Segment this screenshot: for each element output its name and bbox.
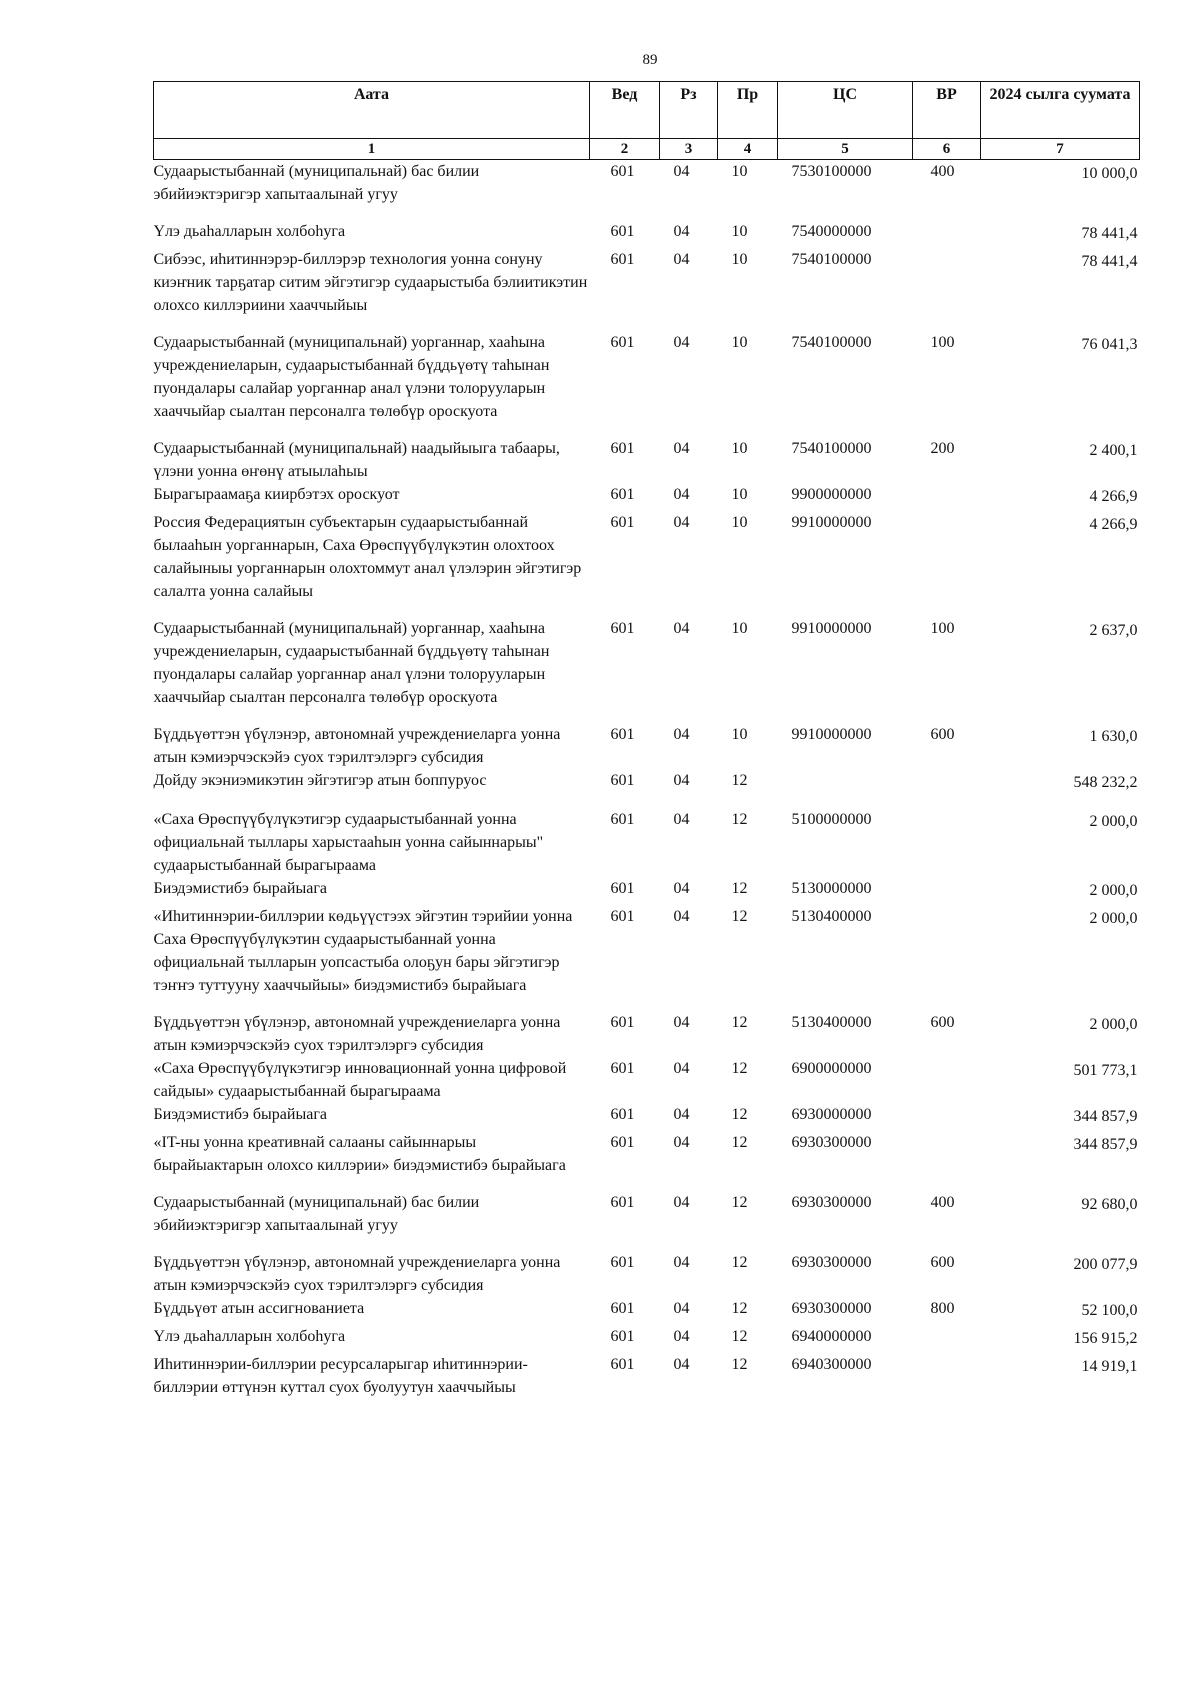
cell-vr bbox=[913, 1353, 981, 1399]
cell-ved: 601 bbox=[610, 772, 635, 789]
cell-rz: 04 bbox=[673, 251, 690, 268]
table-row bbox=[154, 877, 1140, 905]
cell-rz: 04 bbox=[673, 811, 690, 828]
cell-cs: 5130400000 bbox=[791, 1014, 872, 1031]
cell-rz: 04 bbox=[673, 1356, 690, 1373]
cell-ved: 601 bbox=[610, 726, 635, 743]
table-row bbox=[154, 1103, 1140, 1131]
cell-name: Сибээс, иһитиннэрэр-биллэрэр технология уонна сонуну киэҥник тарҕатар ситим эйгэтигэр судаарыстыба бэлиитикэтин олохсо киллэриини хааччыйыы bbox=[153, 251, 588, 314]
table-row bbox=[154, 808, 1140, 877]
cell-name: Биэдэмистибэ бырайыага bbox=[153, 880, 327, 897]
cell-pr: 12 bbox=[731, 772, 748, 789]
table-row bbox=[154, 723, 1140, 769]
cell-cs: 5130000000 bbox=[791, 880, 872, 897]
cell-ved: 601 bbox=[610, 1328, 635, 1345]
cell-rz: 04 bbox=[673, 514, 690, 531]
cell-vr bbox=[913, 1057, 981, 1103]
header-number-row bbox=[154, 139, 1140, 160]
cell-pr: 10 bbox=[731, 514, 748, 531]
cell-cs: 7540100000 bbox=[791, 440, 872, 457]
cell-cs: 6940000000 bbox=[791, 1328, 872, 1345]
cell-rz: 04 bbox=[673, 726, 690, 743]
cell-cs: 6930300000 bbox=[791, 1254, 872, 1271]
cell-vr: 600 bbox=[930, 1254, 955, 1271]
cell-sum: 4 266,9 bbox=[1089, 488, 1138, 505]
cell-sum: 76 041,3 bbox=[1081, 336, 1138, 353]
cell-cs: 6930000000 bbox=[791, 1106, 872, 1123]
cell-sum: 92 680,0 bbox=[1081, 1196, 1138, 1213]
cell-ved: 601 bbox=[610, 908, 635, 925]
page-number: 89 bbox=[642, 52, 658, 68]
cell-vr bbox=[913, 511, 981, 617]
cell-vr bbox=[913, 220, 981, 248]
cell-pr: 10 bbox=[731, 620, 748, 637]
cell-cs: 7530100000 bbox=[791, 163, 872, 180]
table-row bbox=[154, 1131, 1140, 1191]
cell-vr bbox=[913, 248, 981, 331]
cell-pr: 10 bbox=[731, 163, 748, 180]
cell-pr: 10 bbox=[731, 726, 748, 743]
cell-ved: 601 bbox=[610, 486, 635, 503]
cell-cs: 7540100000 bbox=[791, 334, 872, 351]
table-row bbox=[154, 1251, 1140, 1297]
cell-ved: 601 bbox=[610, 811, 635, 828]
cell-vr bbox=[913, 808, 981, 877]
cell-sum: 14 919,1 bbox=[1081, 1358, 1138, 1375]
header-sum: 2024 сылга суумата bbox=[981, 82, 1140, 139]
cell-name: Үлэ дьаһалларын холбоһуга bbox=[153, 1328, 346, 1345]
cell-pr: 12 bbox=[731, 811, 748, 828]
header-cs: ЦС bbox=[778, 82, 913, 139]
cell-sum: 2 000,0 bbox=[1089, 1016, 1138, 1033]
cell-vr bbox=[913, 905, 981, 1011]
cell-vr bbox=[913, 483, 981, 511]
cell-ved: 601 bbox=[610, 1300, 635, 1317]
cell-name: Россия Федерациятын субъектарын судаарыстыбаннай былааһын уорганнарын, Саха Өрөспүүбүлүкэтин олохтоох салайыныы уорганнарын олохтоммут анал үлэлэрин эйгэтигэр салалта уонна салайыы bbox=[153, 514, 582, 600]
cell-ved: 601 bbox=[610, 620, 635, 637]
cell-name: «IT-ны уонна креативнай салааны сайыннарыы бырайыактарын олохсо киллэрии» биэдэмистибэ бырайыага bbox=[153, 1134, 566, 1174]
cell-pr: 10 bbox=[731, 251, 748, 268]
header-pr: Пр bbox=[718, 82, 778, 139]
header-number: 2 bbox=[590, 139, 660, 160]
cell-rz: 04 bbox=[673, 1014, 690, 1031]
cell-rz: 04 bbox=[673, 772, 690, 789]
header-number: 6 bbox=[913, 139, 981, 160]
cell-rz: 04 bbox=[673, 1254, 690, 1271]
cell-cs: 6930300000 bbox=[791, 1300, 872, 1317]
cell-vr bbox=[913, 877, 981, 905]
cell-vr: 400 bbox=[930, 163, 955, 180]
cell-cs: 9910000000 bbox=[791, 620, 872, 637]
cell-pr: 10 bbox=[731, 486, 748, 503]
cell-cs: 7540000000 bbox=[791, 223, 872, 240]
cell-rz: 04 bbox=[673, 440, 690, 457]
cell-pr: 12 bbox=[731, 1300, 748, 1317]
cell-vr: 200 bbox=[930, 440, 955, 457]
table-row bbox=[154, 1297, 1140, 1325]
cell-pr: 12 bbox=[731, 1194, 748, 1211]
cell-sum: 78 441,4 bbox=[1081, 225, 1138, 242]
cell-rz: 04 bbox=[673, 880, 690, 897]
cell-vr bbox=[913, 1131, 981, 1191]
cell-sum: 344 857,9 bbox=[1073, 1108, 1138, 1125]
cell-ved: 601 bbox=[610, 1356, 635, 1373]
header-row bbox=[154, 82, 1140, 139]
cell-name: Үлэ дьаһалларын холбоһуга bbox=[153, 223, 346, 240]
cell-cs: 6930300000 bbox=[791, 1134, 872, 1151]
cell-cs: 6940300000 bbox=[791, 1356, 872, 1373]
cell-pr: 12 bbox=[731, 1060, 748, 1077]
cell-ved: 601 bbox=[610, 1194, 635, 1211]
cell-sum: 548 232,2 bbox=[1073, 774, 1138, 791]
cell-vr: 800 bbox=[930, 1300, 955, 1317]
cell-rz: 04 bbox=[673, 620, 690, 637]
table-row bbox=[154, 1191, 1140, 1251]
cell-ved: 601 bbox=[610, 251, 635, 268]
cell-sum: 2 000,0 bbox=[1089, 813, 1138, 830]
cell-name: Бүддьүөттэн үбүлэнэр, автономнай учреждениеларга уонна атын кэмиэрчэскэйэ суох тэрилтэлэргэ субсидия bbox=[153, 1014, 561, 1054]
cell-cs: 7540100000 bbox=[791, 251, 872, 268]
table-row bbox=[154, 483, 1140, 511]
budget-table-sheet bbox=[153, 81, 1139, 1399]
cell-name: Судаарыстыбаннай (муниципальнай) наадыйыыга табаары, үлэни уонна өҥөнү атыылаһыы bbox=[153, 440, 560, 480]
cell-pr: 12 bbox=[731, 1014, 748, 1031]
cell-ved: 601 bbox=[610, 163, 635, 180]
cell-pr: 10 bbox=[731, 223, 748, 240]
cell-pr: 12 bbox=[731, 1106, 748, 1123]
table-row bbox=[154, 248, 1140, 331]
header-number: 4 bbox=[718, 139, 778, 160]
cell-rz: 04 bbox=[673, 1106, 690, 1123]
cell-pr: 12 bbox=[731, 1254, 748, 1271]
header-number: 5 bbox=[778, 139, 913, 160]
table-row bbox=[154, 1011, 1140, 1057]
header-number: 1 bbox=[154, 139, 590, 160]
cell-cs bbox=[778, 769, 913, 808]
cell-vr: 600 bbox=[930, 726, 955, 743]
cell-vr: 100 bbox=[930, 334, 955, 351]
header-rz: Рз bbox=[660, 82, 718, 139]
cell-pr: 10 bbox=[731, 440, 748, 457]
cell-sum: 2 000,0 bbox=[1089, 910, 1138, 927]
cell-ved: 601 bbox=[610, 223, 635, 240]
table-row bbox=[154, 1057, 1140, 1103]
table-row bbox=[154, 331, 1140, 437]
cell-ved: 601 bbox=[610, 1134, 635, 1151]
cell-sum: 200 077,9 bbox=[1073, 1256, 1138, 1273]
cell-vr bbox=[913, 1103, 981, 1131]
cell-sum: 344 857,9 bbox=[1073, 1136, 1138, 1153]
cell-rz: 04 bbox=[673, 1328, 690, 1345]
header-number: 3 bbox=[660, 139, 718, 160]
cell-cs: 5100000000 bbox=[791, 811, 872, 828]
table-row bbox=[154, 220, 1140, 248]
cell-ved: 601 bbox=[610, 1014, 635, 1031]
cell-sum: 4 266,9 bbox=[1089, 516, 1138, 533]
table-row bbox=[154, 1325, 1140, 1353]
cell-ved: 601 bbox=[610, 1106, 635, 1123]
cell-sum: 156 915,2 bbox=[1073, 1330, 1138, 1347]
cell-name: Судаарыстыбаннай (муниципальнай) уорганнар, хааһына учреждениеларын, судаарыстыбаннай бүддьүөтү таһынан пуондалары салайар уорганнар анал үлэни толорууларын хааччыйар сыалтан персоналга төлөбүр ороскуота bbox=[153, 620, 550, 706]
cell-ved: 601 bbox=[610, 440, 635, 457]
cell-sum: 2 400,1 bbox=[1089, 442, 1138, 459]
cell-name: Судаарыстыбаннай (муниципальнай) уорганнар, хааһына учреждениеларын, судаарыстыбаннай бүддьүөтү таһынан пуондалары салайар уорганнар анал үлэни толорууларын хааччыйар сыалтан персоналга төлөбүр ороскуота bbox=[153, 334, 550, 420]
cell-vr: 600 bbox=[930, 1014, 955, 1031]
cell-name: «Иһитиннэрии-биллэрии көдьүүстээх эйгэтин тэрийии уонна Саха Өрөспүүбүлүкэтин судаарыстыбаннай уонна официальнай тылларын уопсастыба олоҕун бары эйгэтигэр тэҥҥэ туттууну хааччыйыы» биэдэмистибэ бырайыага bbox=[153, 908, 573, 994]
header-vr: ВР bbox=[913, 82, 981, 139]
cell-name: «Саха Өрөспүүбүлүкэтигэр инновационнай уонна цифровой сайдыы» судаарыстыбаннай бырагыраама bbox=[153, 1060, 567, 1100]
table-row bbox=[154, 1353, 1140, 1399]
cell-rz: 04 bbox=[673, 1300, 690, 1317]
cell-cs: 6930300000 bbox=[791, 1194, 872, 1211]
cell-name: Бүддьүөт атын ассигнованиета bbox=[153, 1300, 365, 1317]
cell-name: Биэдэмистибэ бырайыага bbox=[153, 1106, 327, 1123]
table-row bbox=[154, 160, 1140, 221]
cell-sum: 10 000,0 bbox=[1081, 165, 1138, 182]
cell-rz: 04 bbox=[673, 223, 690, 240]
cell-rz: 04 bbox=[673, 486, 690, 503]
cell-ved: 601 bbox=[610, 514, 635, 531]
cell-cs: 9910000000 bbox=[791, 514, 872, 531]
cell-sum: 501 773,1 bbox=[1073, 1062, 1138, 1079]
cell-vr: 100 bbox=[930, 620, 955, 637]
cell-cs: 6900000000 bbox=[791, 1060, 872, 1077]
cell-rz: 04 bbox=[673, 334, 690, 351]
cell-pr: 12 bbox=[731, 1328, 748, 1345]
cell-cs: 9900000000 bbox=[791, 486, 872, 503]
cell-sum: 78 441,4 bbox=[1081, 253, 1138, 270]
cell-cs: 5130400000 bbox=[791, 908, 872, 925]
cell-pr: 12 bbox=[731, 880, 748, 897]
cell-pr: 10 bbox=[731, 334, 748, 351]
cell-vr bbox=[913, 769, 981, 808]
cell-name: Дойду экэниэмикэтин эйгэтигэр атын боппуруос bbox=[153, 772, 487, 789]
header-name: Аата bbox=[154, 82, 590, 139]
table-row bbox=[154, 437, 1140, 483]
cell-name: Бырагыраамаҕа киирбэтэх ороскуот bbox=[153, 486, 400, 503]
cell-rz: 04 bbox=[673, 1060, 690, 1077]
cell-name: Бүддьүөттэн үбүлэнэр, автономнай учреждениеларга уонна атын кэмиэрчэскэйэ суох тэрилтэлэргэ субсидия bbox=[153, 726, 561, 766]
cell-ved: 601 bbox=[610, 880, 635, 897]
cell-ved: 601 bbox=[610, 1060, 635, 1077]
cell-rz: 04 bbox=[673, 908, 690, 925]
header-ved: Вед bbox=[590, 82, 660, 139]
table-row bbox=[154, 769, 1140, 808]
header-number: 7 bbox=[981, 139, 1140, 160]
cell-rz: 04 bbox=[673, 1134, 690, 1151]
cell-name: Судаарыстыбаннай (муниципальнай) бас билии эбийиэктэригэр хапытаалынай угуу bbox=[153, 1194, 480, 1234]
cell-rz: 04 bbox=[673, 1194, 690, 1211]
table-body bbox=[154, 160, 1140, 1400]
cell-name: Судаарыстыбаннай (муниципальнай) бас билии эбийиэктэригэр хапытаалынай угуу bbox=[153, 163, 480, 203]
table-row bbox=[154, 905, 1140, 1011]
cell-name: Иһитиннэрии-биллэрии ресурсаларыгар иһитиннэрии-биллэрии өттүнэн куттал суох буолуутун хааччыйыы bbox=[153, 1356, 528, 1396]
table-row bbox=[154, 617, 1140, 723]
cell-pr: 12 bbox=[731, 1356, 748, 1373]
cell-name: Бүддьүөттэн үбүлэнэр, автономнай учреждениеларга уонна атын кэмиэрчэскэйэ суох тэрилтэлэргэ субсидия bbox=[153, 1254, 561, 1294]
cell-vr bbox=[913, 1325, 981, 1353]
cell-sum: 52 100,0 bbox=[1081, 1302, 1138, 1319]
cell-sum: 2 637,0 bbox=[1089, 622, 1138, 639]
budget-table bbox=[153, 81, 1140, 1399]
cell-ved: 601 bbox=[610, 334, 635, 351]
cell-name: «Саха Өрөспүүбүлүкэтигэр судаарыстыбаннай уонна официальнай тыллары харыстааһын уонна сайыннарыы" судаарыстыбаннай бырагыраама bbox=[153, 811, 544, 874]
cell-pr: 12 bbox=[731, 908, 748, 925]
cell-cs: 9910000000 bbox=[791, 726, 872, 743]
table-row bbox=[154, 511, 1140, 617]
cell-pr: 12 bbox=[731, 1134, 748, 1151]
cell-sum: 1 630,0 bbox=[1089, 728, 1138, 745]
cell-rz: 04 bbox=[673, 163, 690, 180]
cell-sum: 2 000,0 bbox=[1089, 882, 1138, 899]
cell-vr: 400 bbox=[930, 1194, 955, 1211]
cell-ved: 601 bbox=[610, 1254, 635, 1271]
